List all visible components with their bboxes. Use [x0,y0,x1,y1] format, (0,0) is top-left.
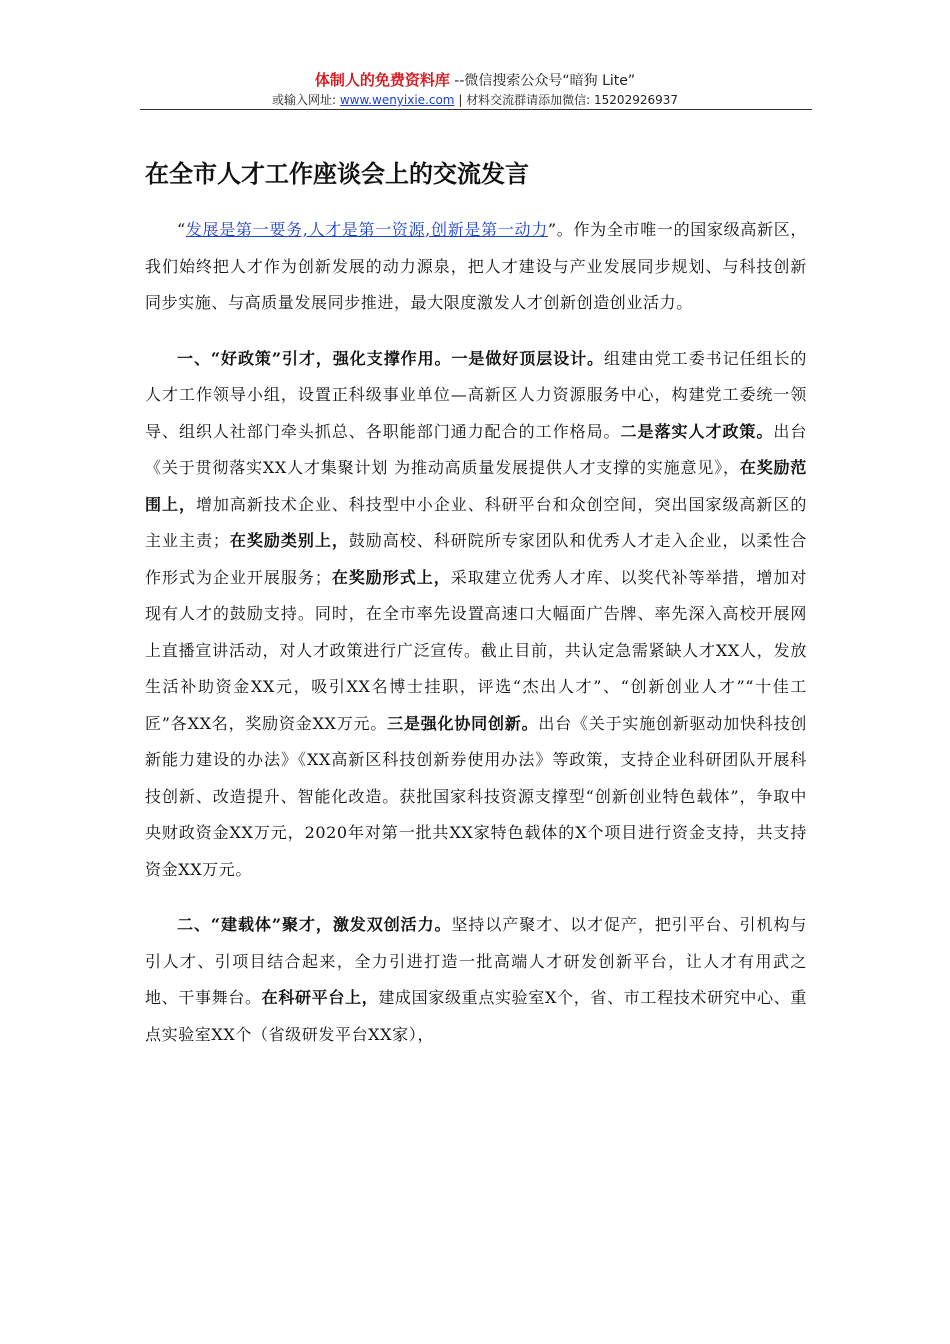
intro-paragraph [145,212,807,322]
intro-rest: ”。作为全市唯一的国家级高新区，我们始终把人才作为创新发展的动力源泉，把人才建设与产业发展同步规划、与科技创新同步实施、与高质量发展同步推进，最大限度激发人才创新创造创业活力。 [145,220,807,312]
section2-platform-text: 建成国家级重点实验室X个，省、市工程技术研究中心、重点实验室XX个（省级研发平台XX家）， [145,988,807,1044]
header-line-brand [0,70,950,91]
header-divider [140,109,812,110]
section1-paragraph [145,341,807,889]
section2-platform-lead: 在科研平台上， [261,988,379,1007]
section1-point3-text: 出台《关于实施创新驱动加快科技创新能力建设的办法》《XX高新区科技创新券使用办法》等政策，支持企业科研团队开展科技创新、改造提升、智能化改造。获批国家科技资源支撑型“创新创业特色载体”，争取中央财政资金XX万元，2020年对第一批共XX家特色载体的X个项目进行资金支持，共支持资金XX万元。 [145,713,808,879]
section1-form-text: 采取建立优秀人才库、以奖代补等举措，增加对现有人才的鼓励支持。同时，在全市率先设置高速口大幅面广告牌、率先深入高校开展网上直播宣讲活动，对人才政策进行广泛宣传。截止目前，共认定急需紧缺人才XX人，发放生活补助资金XX元，吸引XX名博士挂职，评选“杰出人才”、“创新创业人才”“十佳工匠”各XX名，奖励资金XX万元。 [145,567,807,733]
section1-form-lead: 在奖励形式上， [331,567,451,587]
header-tagline: --微信搜索公众号“暗狗 Lite” [449,73,636,89]
document-title: 在全市人才工作座谈会上的交流发言 [145,160,529,188]
section1-heading: 一、“好政策”引才，强化支撑作用。 [177,348,452,368]
header-line-contact [0,91,950,109]
page-header [0,70,950,109]
header-brand: 体制人的免费资料库 [314,71,450,89]
section1-category-lead: 在奖励类别上， [229,531,349,550]
section1-point2-lead: 二是落实人才政策。 [620,421,774,441]
section1-scope-text: 增加高新技术企业、科技型中小企业、科研平台和众创空间，突出国家级高新区的主业主责； [145,494,807,550]
section1-point3-lead: 三是强化协同创新。 [387,713,539,733]
section1-scope-lead: 在奖励范围上， [145,458,807,514]
section2-paragraph [145,907,807,1053]
section2-text: 坚持以产聚才、以才促产，把引平台、引机构与引人才、引项目结合起来，全力引进打造一批高端人才研发创新平台，让人才有用武之地、干事舞台。 [145,915,807,1007]
header-url-link[interactable]: www.wenyixie.com [339,93,455,107]
header-contact: | 材料交流群请添加微信: 15202926937 [454,93,679,107]
document-body [145,212,807,1072]
section2-heading: 二、“建载体”聚才，激发双创活力。 [177,915,452,934]
header-url-label: 或输入网址: [271,93,340,107]
section1-point2-text: 出台《关于贯彻落实XX人才集聚计划 为推动高质量发展提供人才支撑的实施意见》， [145,421,807,477]
section1-category-text: 鼓励高校、科研院所专家团队和优秀人才走入企业，以柔性合作形式为企业开展服务； [145,531,808,587]
section1-point1-text: 组建由党工委书记任组长的人才工作领导小组，设置正科级事业单位—高新区人力资源服务中心，构建党工委统一领导、组织人社部门牵头抓总、各职能部门通力配合的工作格局。 [145,348,808,441]
section1-point1-lead: 一是做好顶层设计。 [451,348,604,368]
intro-slogan-link[interactable]: 发展是第一要务,人才是第一资源,创新是第一动力 [185,220,548,239]
intro-open-quote: “ [177,220,186,239]
